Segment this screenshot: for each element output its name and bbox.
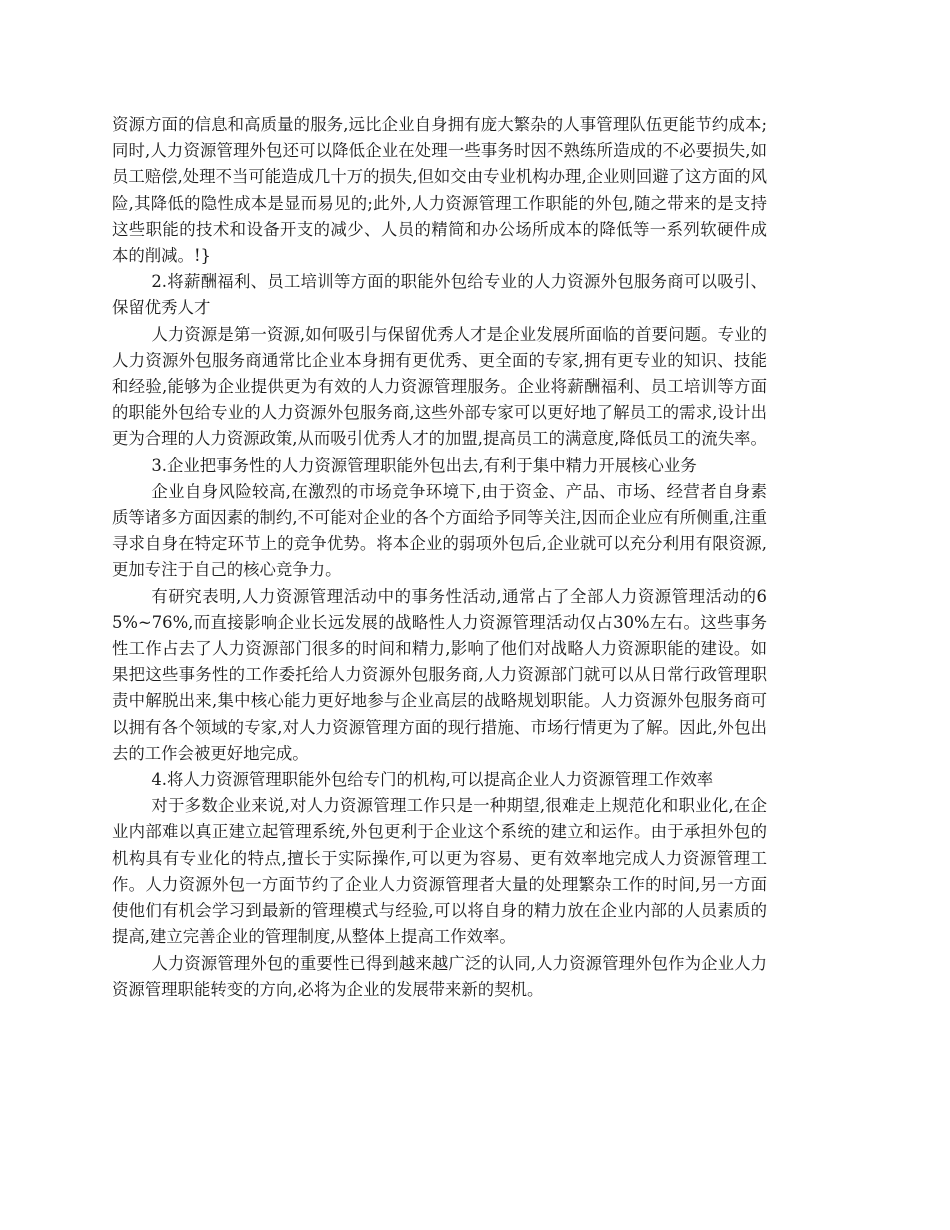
- paragraph-research: 有研究表明,人力资源管理活动中的事务性活动,通常占了全部人力资源管理活动的65%~76%,而直接影响企业长远发展的战略性人力资源管理活动仅占30%左右。这些事务性工作占去了人力资源部门很多的时间和精力,影响了他们对战略人力资源职能的建设。如果把这些事务性的工作委托给人力资源外包服务商,人力资源部门就可以从日常行政管理职责中解脱出来,集中核心能力更好地参与企业高层的战略规划职能。人力资源外包服务商可以拥有各个领域的专家,对人力资源管理方面的现行措施、市场行情更为了解。因此,外包出去的工作会被更好地完成。: [112, 586, 767, 763]
- paragraph-conclusion: 人力资源管理外包的重要性已得到越来越广泛的认同,人力资源管理外包作为企业人力资源管理职能转变的方向,必将为企业的发展带来新的契机。: [112, 953, 767, 999]
- section-heading-4: 4.将人力资源管理职能外包给专门的机构,可以提高企业人力资源管理工作效率: [151, 770, 714, 790]
- section-heading-2: 2.将薪酬福利、员工培训等方面的职能外包给专业的人力资源外包服务商可以吸引、保留优秀人才: [112, 272, 767, 318]
- section-heading-3: 3.企业把事务性的人力资源管理职能外包出去,有利于集中精力开展核心业务: [151, 455, 697, 475]
- paragraph-cost-savings: 资源方面的信息和高质量的服务,远比企业自身拥有庞大繁杂的人事管理队伍更能节约成本;同时,人力资源管理外包还可以降低企业在处理一些事务时因不熟练所造成的不必要损失,如员工赔偿,处理不当可能造成几十万的损失,但如交由专业机构办理,企业则回避了这方面的风险,其降低的隐性成本是显而易见的;此外,人力资源管理工作职能的外包,随之带来的是支持这些职能的技术和设备开支的减少、人员的精简和办公场所成本的降低等一系列软硬件成本的削减。!}: [112, 115, 767, 266]
- document-page: [112, 112, 767, 1003]
- paragraph-talent: 人力资源是第一资源,如何吸引与保留优秀人才是企业发展所面临的首要问题。专业的人力资源外包服务商通常比企业本身拥有更优秀、更全面的专家,拥有更专业的知识、技能和经验,能够为企业提供更为有效的人力资源管理服务。企业将薪酬福利、员工培训等方面的职能外包给专业的人力资源外包服务商,这些外部专家可以更好地了解员工的需求,设计出更为合理的人力资源政策,从而吸引优秀人才的加盟,提高员工的满意度,降低员工的流失率。: [112, 324, 767, 449]
- paragraph-core-business: 企业自身风险较高,在激烈的市场竞争环境下,由于资金、产品、市场、经营者自身素质等诸多方面因素的制约,不可能对企业的各个方面给予同等关注,因而企业应有所侧重,注重寻求自身在特定环节上的竞争优势。将本企业的弱项外包后,企业就可以充分利用有限资源,更加专注于自己的核心竞争力。: [112, 481, 767, 580]
- paragraph-efficiency: 对于多数企业来说,对人力资源管理工作只是一种期望,很难走上规范化和职业化,在企业内部难以真正建立起管理系统,外包更利于企业这个系统的建立和运作。由于承担外包的机构具有专业化的特点,擅长于实际操作,可以更为容易、更有效率地完成人力资源管理工作。人力资源外包一方面节约了企业人力资源管理者大量的处理繁杂工作的时间,另一方面使他们有机会学习到最新的管理模式与经验,可以将自身的精力放在企业内部的人员素质的提高,建立完善企业的管理制度,从整体上提高工作效率。: [112, 796, 767, 947]
